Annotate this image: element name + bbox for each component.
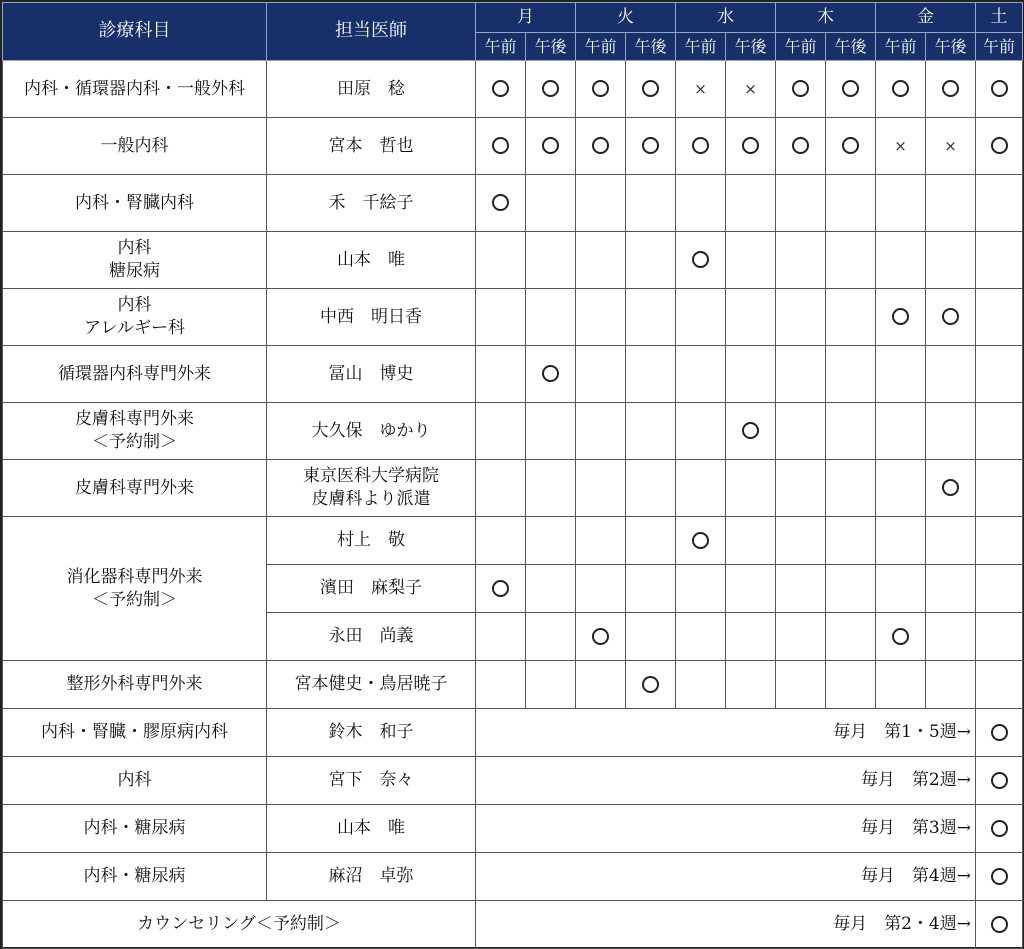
slot-cell — [476, 613, 526, 661]
available-mark — [692, 532, 709, 549]
slot-cell — [976, 757, 1023, 805]
slot-cell — [976, 613, 1023, 661]
monthly-note: 毎月 第2週→ — [476, 757, 976, 805]
header-pm: 午後 — [526, 33, 576, 61]
doctor-cell — [267, 460, 476, 517]
slot-cell — [476, 175, 526, 232]
slot-cell — [876, 403, 926, 460]
monthly-note: 毎月 第4週→ — [476, 853, 976, 901]
available-mark — [492, 80, 509, 97]
header-day-sat: 土 — [976, 3, 1023, 33]
doctor-cell: 田原 稔 — [267, 61, 476, 118]
slot-cell — [676, 118, 726, 175]
slot-cell — [976, 346, 1023, 403]
monthly-row — [3, 853, 1023, 901]
slot-cell — [526, 565, 576, 613]
slot-cell — [826, 289, 876, 346]
department-cell: 内科・腎臓内科 — [3, 175, 267, 232]
available-mark — [942, 308, 959, 325]
slot-cell — [926, 613, 976, 661]
slot-cell — [976, 175, 1023, 232]
slot-cell — [976, 565, 1023, 613]
slot-cell — [726, 661, 776, 709]
table-row — [3, 661, 1023, 709]
department-line: 内科 — [117, 295, 152, 316]
slot-cell — [726, 289, 776, 346]
header-pm: 午後 — [726, 33, 776, 61]
available-mark — [842, 137, 859, 154]
monthly-row — [3, 757, 1023, 805]
available-mark — [492, 580, 509, 597]
slot-cell — [626, 613, 676, 661]
slot-cell — [776, 613, 826, 661]
available-mark — [542, 365, 559, 382]
slot-cell — [926, 232, 976, 289]
slot-cell — [676, 460, 726, 517]
doctor-cell: 大久保 ゆかり — [267, 403, 476, 460]
slot-cell — [826, 346, 876, 403]
slot-cell — [526, 61, 576, 118]
slot-cell — [876, 661, 926, 709]
slot-cell — [626, 232, 676, 289]
slot-cell — [626, 118, 676, 175]
slot-cell — [776, 403, 826, 460]
unavailable-mark: × — [694, 79, 707, 98]
doctor-line: 東京医科大学病院 — [303, 466, 439, 487]
doctor-cell: 中西 明日香 — [267, 289, 476, 346]
slot-cell — [976, 661, 1023, 709]
available-mark — [991, 137, 1008, 154]
monthly-note: 毎月 第2・4週→ — [476, 901, 976, 949]
slot-cell — [876, 232, 926, 289]
slot-cell — [876, 346, 926, 403]
slot-cell — [926, 346, 976, 403]
slot-cell — [526, 289, 576, 346]
slot-cell — [826, 460, 876, 517]
doctor-cell: 濱田 麻梨子 — [267, 565, 476, 613]
header-day-wed: 水 — [676, 3, 776, 33]
slot-cell — [826, 517, 876, 565]
slot-cell — [976, 805, 1023, 853]
slot-cell — [776, 517, 826, 565]
slot-cell — [776, 175, 826, 232]
slot-cell — [526, 460, 576, 517]
slot-cell — [476, 517, 526, 565]
slot-cell — [876, 118, 926, 175]
slot-cell — [526, 517, 576, 565]
available-mark — [542, 137, 559, 154]
available-mark — [742, 137, 759, 154]
header-pm: 午後 — [626, 33, 676, 61]
slot-cell — [476, 661, 526, 709]
slot-cell — [776, 289, 826, 346]
slot-cell — [476, 403, 526, 460]
slot-cell — [976, 709, 1023, 757]
available-mark — [942, 80, 959, 97]
slot-cell — [976, 61, 1023, 118]
monthly-note: 毎月 第3週→ — [476, 805, 976, 853]
available-mark — [592, 80, 609, 97]
slot-cell — [626, 661, 676, 709]
doctor-cell: 山本 唯 — [267, 232, 476, 289]
slot-cell — [476, 346, 526, 403]
doctor-cell: 宮下 奈々 — [267, 757, 476, 805]
department-line: 内科 — [117, 238, 152, 259]
monthly-row — [3, 805, 1023, 853]
slot-cell — [876, 565, 926, 613]
slot-cell — [626, 460, 676, 517]
available-mark — [842, 80, 859, 97]
slot-cell — [526, 232, 576, 289]
slot-cell — [676, 517, 726, 565]
available-mark — [642, 137, 659, 154]
slot-cell — [976, 901, 1023, 949]
slot-cell — [676, 403, 726, 460]
slot-cell — [526, 661, 576, 709]
department-cell: 一般内科 — [3, 118, 267, 175]
department-cell: 内科・循環器内科・一般外科 — [3, 61, 267, 118]
header-pm: 午後 — [826, 33, 876, 61]
slot-cell — [926, 460, 976, 517]
available-mark — [492, 194, 509, 211]
slot-cell — [976, 460, 1023, 517]
slot-cell — [926, 517, 976, 565]
unavailable-mark: × — [744, 79, 757, 98]
slot-cell — [626, 565, 676, 613]
monthly-row — [3, 709, 1023, 757]
slot-cell — [826, 565, 876, 613]
slot-cell — [926, 565, 976, 613]
available-mark — [642, 80, 659, 97]
header-am: 午前 — [976, 33, 1023, 61]
available-mark — [642, 676, 659, 693]
table-row — [3, 403, 1023, 460]
slot-cell — [826, 232, 876, 289]
available-mark — [991, 772, 1008, 789]
slot-cell — [726, 403, 776, 460]
slot-cell — [826, 613, 876, 661]
slot-cell — [576, 118, 626, 175]
slot-cell — [576, 346, 626, 403]
department-cell: 循環器内科専門外来 — [3, 346, 267, 403]
available-mark — [991, 868, 1008, 885]
slot-cell — [726, 232, 776, 289]
slot-cell — [626, 175, 676, 232]
department-cell — [3, 232, 267, 289]
available-mark — [542, 80, 559, 97]
table-row — [3, 61, 1023, 118]
slot-cell — [676, 565, 726, 613]
header-am: 午前 — [476, 33, 526, 61]
slot-cell — [826, 118, 876, 175]
doctor-cell: 麻沼 卓弥 — [267, 853, 476, 901]
doctor-cell: 永田 尚義 — [267, 613, 476, 661]
slot-cell — [776, 460, 826, 517]
department-cell: 皮膚科専門外来 — [3, 460, 267, 517]
slot-cell — [776, 61, 826, 118]
header-department: 診療科目 — [3, 3, 267, 61]
header-day-fri: 金 — [876, 3, 976, 33]
slot-cell — [676, 175, 726, 232]
schedule-header — [3, 3, 1023, 61]
slot-cell — [926, 175, 976, 232]
slot-cell — [576, 565, 626, 613]
doctor-cell: 冨山 博史 — [267, 346, 476, 403]
header-day-mon: 月 — [476, 3, 576, 33]
slot-cell — [726, 61, 776, 118]
slot-cell — [776, 661, 826, 709]
slot-cell — [726, 460, 776, 517]
slot-cell — [526, 613, 576, 661]
slot-cell — [526, 118, 576, 175]
slot-cell — [726, 565, 776, 613]
slot-cell — [676, 61, 726, 118]
slot-cell — [626, 517, 676, 565]
slot-cell — [926, 61, 976, 118]
available-mark — [792, 80, 809, 97]
department-cell: カウンセリング＜予約制＞ — [3, 901, 476, 949]
slot-cell — [676, 232, 726, 289]
slot-cell — [976, 289, 1023, 346]
slot-cell — [826, 61, 876, 118]
header-am: 午前 — [676, 33, 726, 61]
department-line: 消化器科専門外来 — [66, 566, 203, 587]
table-row — [3, 118, 1023, 175]
slot-cell — [676, 613, 726, 661]
slot-cell — [976, 403, 1023, 460]
monthly-row — [3, 901, 1023, 949]
available-mark — [592, 137, 609, 154]
doctor-line: 皮膚科より派遣 — [311, 489, 431, 509]
department-line: アレルギー科 — [84, 318, 185, 338]
schedule-body — [3, 61, 1023, 949]
slot-cell — [876, 61, 926, 118]
available-mark — [592, 628, 609, 645]
slot-cell — [676, 661, 726, 709]
available-mark — [991, 916, 1008, 933]
slot-cell — [826, 403, 876, 460]
header-doctor: 担当医師 — [267, 3, 476, 61]
department-cell: 内科 — [3, 757, 267, 805]
table-row — [3, 346, 1023, 403]
available-mark — [991, 80, 1008, 97]
slot-cell — [976, 118, 1023, 175]
slot-cell — [626, 61, 676, 118]
slot-cell — [876, 517, 926, 565]
header-pm: 午後 — [926, 33, 976, 61]
slot-cell — [676, 289, 726, 346]
slot-cell — [626, 346, 676, 403]
available-mark — [892, 628, 909, 645]
available-mark — [492, 137, 509, 154]
doctor-cell: 山本 唯 — [267, 805, 476, 853]
slot-cell — [876, 175, 926, 232]
slot-cell — [576, 661, 626, 709]
slot-cell — [476, 289, 526, 346]
department-cell — [3, 403, 267, 460]
department-line: ＜予約制＞ — [92, 589, 177, 610]
table-row — [3, 460, 1023, 517]
slot-cell — [976, 232, 1023, 289]
unavailable-mark: × — [944, 136, 957, 155]
available-mark — [892, 80, 909, 97]
doctor-cell: 宮本健史・鳥居暁子 — [267, 661, 476, 709]
slot-cell — [476, 565, 526, 613]
slot-cell — [876, 460, 926, 517]
slot-cell — [526, 403, 576, 460]
slot-cell — [476, 232, 526, 289]
slot-cell — [826, 661, 876, 709]
slot-cell — [926, 661, 976, 709]
department-cell: 内科・糖尿病 — [3, 805, 267, 853]
department-cell — [3, 289, 267, 346]
slot-cell — [776, 346, 826, 403]
available-mark — [892, 308, 909, 325]
available-mark — [991, 724, 1008, 741]
slot-cell — [726, 613, 776, 661]
table-row — [3, 232, 1023, 289]
slot-cell — [576, 289, 626, 346]
slot-cell — [826, 175, 876, 232]
slot-cell — [576, 232, 626, 289]
header-am: 午前 — [876, 33, 926, 61]
slot-cell — [626, 289, 676, 346]
slot-cell — [476, 460, 526, 517]
available-mark — [991, 820, 1008, 837]
slot-cell — [476, 61, 526, 118]
slot-cell — [576, 175, 626, 232]
slot-cell — [776, 565, 826, 613]
outpatient-schedule-table — [2, 2, 1023, 949]
slot-cell — [876, 289, 926, 346]
slot-cell — [676, 346, 726, 403]
slot-cell — [576, 613, 626, 661]
slot-cell — [926, 403, 976, 460]
available-mark — [742, 422, 759, 439]
table-row — [3, 175, 1023, 232]
slot-cell — [976, 517, 1023, 565]
slot-cell — [926, 289, 976, 346]
slot-cell — [576, 403, 626, 460]
department-cell: 内科・糖尿病 — [3, 853, 267, 901]
department-cell: 整形外科専門外来 — [3, 661, 267, 709]
slot-cell — [926, 118, 976, 175]
available-mark — [942, 479, 959, 496]
department-line: 皮膚科専門外来 — [75, 409, 194, 430]
available-mark — [792, 137, 809, 154]
slot-cell — [726, 346, 776, 403]
table-row — [3, 289, 1023, 346]
slot-cell — [776, 118, 826, 175]
header-day-tue: 火 — [576, 3, 676, 33]
table-row — [3, 517, 1023, 565]
doctor-cell: 村上 敬 — [267, 517, 476, 565]
monthly-note: 毎月 第1・5週→ — [476, 709, 976, 757]
header-am: 午前 — [776, 33, 826, 61]
slot-cell — [576, 61, 626, 118]
slot-cell — [726, 175, 776, 232]
slot-cell — [576, 517, 626, 565]
department-cell: 内科・腎臓・膠原病内科 — [3, 709, 267, 757]
department-line: 糖尿病 — [109, 261, 160, 281]
doctor-cell: 宮本 哲也 — [267, 118, 476, 175]
slot-cell — [726, 118, 776, 175]
slot-cell — [776, 232, 826, 289]
department-line: ＜予約制＞ — [92, 432, 177, 452]
unavailable-mark: × — [894, 136, 907, 155]
available-mark — [692, 137, 709, 154]
slot-cell — [476, 118, 526, 175]
slot-cell — [526, 346, 576, 403]
doctor-cell: 鈴木 和子 — [267, 709, 476, 757]
slot-cell — [576, 460, 626, 517]
slot-cell — [526, 175, 576, 232]
slot-cell — [976, 853, 1023, 901]
slot-cell — [876, 613, 926, 661]
doctor-cell: 禾 千絵子 — [267, 175, 476, 232]
department-cell — [3, 517, 267, 661]
slot-cell — [726, 517, 776, 565]
available-mark — [692, 251, 709, 268]
header-am: 午前 — [576, 33, 626, 61]
slot-cell — [626, 403, 676, 460]
header-day-thu: 木 — [776, 3, 876, 33]
